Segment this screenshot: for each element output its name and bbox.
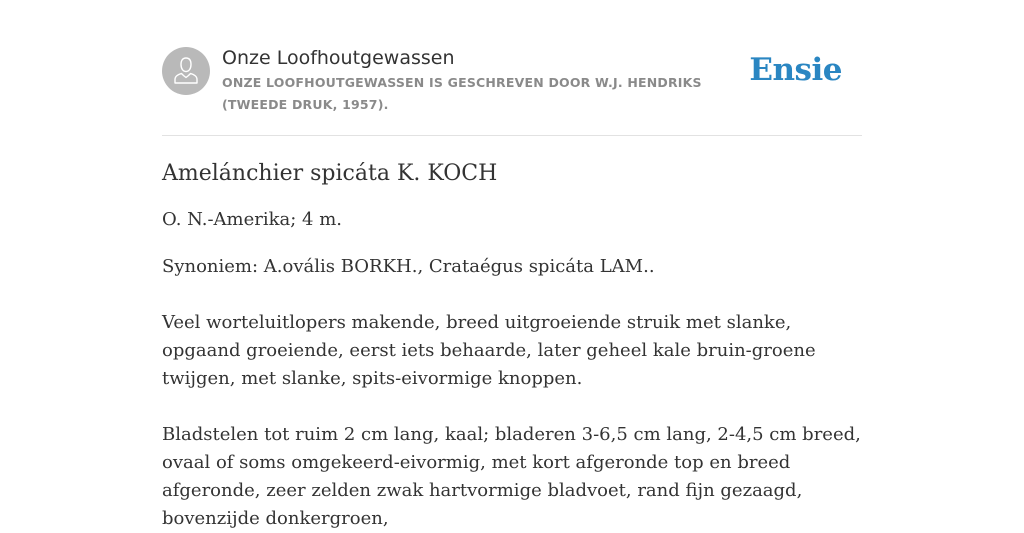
entry-title: Amelánchier spicáta K. KOCH: [162, 161, 498, 186]
entry-paragraph-leaves: Bladstelen tot ruim 2 cm lang, kaal; bladeren 3-6,5 cm lang, 2-4,5 cm breed, ovaal of soms omgekeerd-eivormig, met kort afgeronde top en breed afgeronde, zeer zelden zwak hartvormige bladvoet, rand fijn gezaagd, bovenzijde donkergroen,: [162, 424, 861, 529]
user-silhouette-icon: [162, 47, 210, 95]
ensie-logo[interactable]: Ensie: [749, 52, 842, 88]
publication-description: ONZE LOOFHOUTGEWASSEN IS GESCHREVEN DOOR W.J. HENDRIKS (TWEEDE DRUK, 1957).: [222, 75, 702, 112]
publication-header: [162, 46, 862, 116]
entry-paragraph-synonyms: Synoniem: A.ovális BORKH., Crataégus spicáta LAM..: [162, 256, 655, 277]
entry-origin: O. N.-Amerika; 4 m.: [162, 209, 343, 230]
header-divider: [162, 135, 862, 136]
publication-title[interactable]: Onze Loofhoutgewassen: [222, 47, 455, 69]
entry-content: [162, 156, 862, 533]
entry-paragraph-habit: Veel worteluitlopers makende, breed uitgroeiende struik met slanke, opgaand groeiende, eerst iets behaarde, later geheel kale bruin-groene twijgen, met slanke, spits-eivormige knoppen.: [162, 312, 816, 389]
avatar[interactable]: [162, 47, 210, 95]
